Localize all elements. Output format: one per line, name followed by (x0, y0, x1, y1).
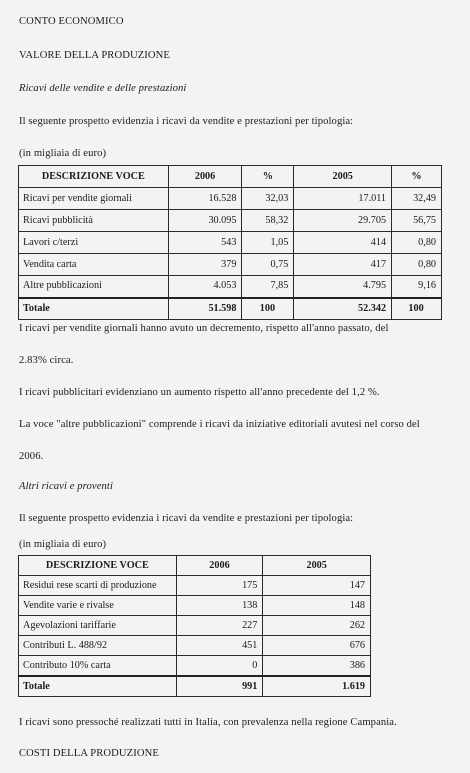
cell: 543 (168, 232, 242, 254)
section-valore-produzione: VALORE DELLA PRODUZIONE (19, 50, 170, 61)
cell: 0 (176, 656, 263, 677)
cell: 138 (176, 596, 263, 616)
paragraph-advertising: I ricavi pubblicitari evidenziano un aumento rispetto all'anno precedente del 1,2 %. (19, 387, 380, 398)
table-row (19, 656, 371, 677)
cell: 262 (263, 616, 371, 636)
cell: 51.598 (168, 298, 242, 320)
cell: Ricavi pubblicità (19, 210, 169, 232)
cell: Totale (19, 676, 177, 697)
cell: 991 (176, 676, 263, 697)
cell: 17.011 (294, 188, 392, 210)
cell: Ricavi per vendite giornali (19, 188, 169, 210)
cell: 100 (392, 298, 442, 320)
header-cell: % (392, 166, 442, 188)
other-revenue-table (18, 555, 371, 697)
table-row (19, 254, 442, 276)
cell: 32,03 (242, 188, 294, 210)
header-cell: 2005 (294, 166, 392, 188)
cell: 386 (263, 656, 371, 677)
header-cell: 2006 (176, 556, 263, 576)
intro-text-1: Il seguente prospetto evidenzia i ricavi da vendite e prestazioni per tipologia: (19, 116, 354, 127)
cell: 0,80 (392, 232, 442, 254)
subheading-altri-ricavi: Altri ricavi e proventi (19, 481, 113, 492)
cell: 32,49 (392, 188, 442, 210)
revenue-table (18, 165, 442, 320)
cell: Vendita carta (19, 254, 169, 276)
cell: 1.619 (263, 676, 371, 697)
table-row (19, 210, 442, 232)
cell: 379 (168, 254, 242, 276)
cell: 451 (176, 636, 263, 656)
paragraph-decrement: I ricavi per vendite giornali hanno avuto un decremento, rispetto all'anno passato, del (19, 323, 389, 334)
cell: 9,16 (392, 276, 442, 298)
table-header-row (19, 166, 442, 188)
cell: Agevolazioni tariffarie (19, 616, 177, 636)
cell: 148 (263, 596, 371, 616)
cell: 4.795 (294, 276, 392, 298)
cell: 4.053 (168, 276, 242, 298)
heading-conto-economico: CONTO ECONOMICO (19, 16, 124, 27)
unit-label-1: (in migliaia di euro) (19, 148, 107, 159)
cell: 58,32 (242, 210, 294, 232)
cell: 175 (176, 576, 263, 596)
cell: 100 (242, 298, 294, 320)
table-row (19, 616, 371, 636)
header-cell: DESCRIZIONE VOCE (19, 556, 177, 576)
intro-text-2: Il seguente prospetto evidenzia i ricavi da vendite e prestazioni per tipologia: (19, 513, 354, 524)
subheading-ricavi-vendite: Ricavi delle vendite e delle prestazioni (19, 83, 187, 94)
cell: Altre pubblicazioni (19, 276, 169, 298)
cell: 227 (176, 616, 263, 636)
cell: 147 (263, 576, 371, 596)
cell: 676 (263, 636, 371, 656)
cell: Vendite varie e rivalse (19, 596, 177, 616)
table-row (19, 636, 371, 656)
cell: 29.705 (294, 210, 392, 232)
table-header-row (19, 556, 371, 576)
cell: 16.528 (168, 188, 242, 210)
table-total-row (19, 676, 371, 697)
header-cell: DESCRIZIONE VOCE (19, 166, 169, 188)
paragraph-italy: I ricavi sono pressoché realizzati tutti in Italia, con prevalenza nella regione Campania. (19, 717, 397, 728)
header-cell: 2006 (168, 166, 242, 188)
cell: 0,80 (392, 254, 442, 276)
cell: 417 (294, 254, 392, 276)
cell: Residui rese scarti di produzione (19, 576, 177, 596)
header-cell: % (242, 166, 294, 188)
cell: 52.342 (294, 298, 392, 320)
cell: 56,75 (392, 210, 442, 232)
table-row (19, 188, 442, 210)
section-costi-produzione: COSTI DELLA PRODUZIONE (19, 748, 159, 759)
table-total-row (19, 298, 442, 320)
table-row (19, 596, 371, 616)
table-row (19, 276, 442, 298)
paragraph-decrement-cont: 2.83% circa. (19, 355, 74, 366)
paragraph-other-publications: La voce "altre pubblicazioni" comprende i ricavi da iniziative editoriali avutesi nel corso del (19, 419, 420, 430)
unit-label-2: (in migliaia di euro) (19, 539, 107, 550)
cell: 1,05 (242, 232, 294, 254)
cell: 0,75 (242, 254, 294, 276)
cell: Lavori c/terzi (19, 232, 169, 254)
cell: 30.095 (168, 210, 242, 232)
cell: Contributo 10% carta (19, 656, 177, 677)
cell: 414 (294, 232, 392, 254)
cell: 7,85 (242, 276, 294, 298)
cell: Totale (19, 298, 169, 320)
header-cell: 2005 (263, 556, 371, 576)
table-row (19, 232, 442, 254)
cell: Contributi L. 488/92 (19, 636, 177, 656)
paragraph-other-publications-cont: 2006. (19, 451, 44, 462)
table-row (19, 576, 371, 596)
